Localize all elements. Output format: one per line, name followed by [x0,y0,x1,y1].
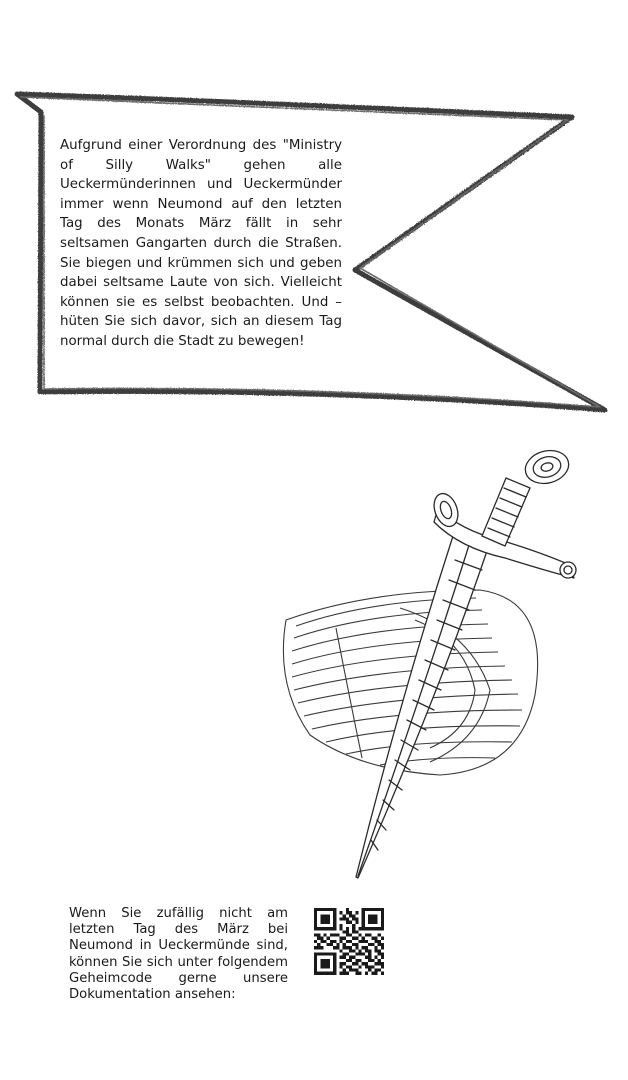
qr-module [381,953,384,956]
qr-module [359,965,362,968]
qr-module [327,972,330,975]
qr-module [333,914,336,917]
qr-module [314,956,317,959]
qr-module [368,953,371,956]
qr-module [327,943,330,946]
qr-module [320,965,323,968]
qr-module [362,908,365,911]
qr-module [362,924,365,927]
qr-module [355,962,358,965]
qr-module [333,965,336,968]
qr-module [352,914,355,917]
qr-module [371,972,374,975]
qr-module [343,972,346,975]
qr-module [374,914,377,917]
qr-module [317,908,320,911]
qr-module [355,921,358,924]
qr-module [374,927,377,930]
qr-module [362,953,365,956]
qr-module [355,930,358,933]
qr-module [320,937,323,940]
qr-module [365,946,368,949]
qr-module [333,911,336,914]
qr-module [333,908,336,911]
qr-module [346,972,349,975]
qr-module [368,943,371,946]
qr-module [324,962,327,965]
qr-module [378,953,381,956]
qr-module [343,930,346,933]
qr-module [365,965,368,968]
qr-module [324,972,327,975]
qr-module [327,921,330,924]
qr-module [317,946,320,949]
qr-module [336,933,339,936]
qr-module [365,940,368,943]
qr-module [359,959,362,962]
qr-module [324,953,327,956]
qr-module [352,949,355,952]
qr-module [320,953,323,956]
qr-module [346,911,349,914]
qr-module [378,933,381,936]
qr-module [339,965,342,968]
qr-module [349,956,352,959]
qr-module [371,943,374,946]
qr-module [362,918,365,921]
qr-module [365,956,368,959]
qr-module [371,908,374,911]
qr-module [339,956,342,959]
qr-module [333,968,336,971]
qr-module [330,972,333,975]
qr-module [365,972,368,975]
qr-module [330,940,333,943]
documentation-hint-text: Wenn Sie zufällig nicht am letzten Tag des März bei Neumond in Ueckermünde sind, können Sie sich unter folgendem Geheimcode gerne unsere Dokumentation ansehen: [69,906,288,1003]
qr-module [314,940,317,943]
qr-module [346,933,349,936]
qr-module [352,943,355,946]
qr-module [320,908,323,911]
qr-module [336,943,339,946]
qr-module [362,946,365,949]
qr-module [330,953,333,956]
qr-module [349,914,352,917]
qr-module [374,946,377,949]
qr-module [314,918,317,921]
qr-module [352,918,355,921]
qr-module [343,918,346,921]
qr-module [346,940,349,943]
qr-module [324,933,327,936]
qr-module [317,953,320,956]
qr-module [333,953,336,956]
qr-module [374,968,377,971]
qr-module [346,965,349,968]
qr-module [378,962,381,965]
qr-module [368,908,371,911]
qr-module [333,972,336,975]
qr-module [368,921,371,924]
qr-module [349,911,352,914]
qr-module [339,924,342,927]
qr-module [333,940,336,943]
qr-module [346,918,349,921]
qr-module [320,914,323,917]
qr-module [368,918,371,921]
qr-module [333,921,336,924]
qr-module [324,918,327,921]
qr-module [371,959,374,962]
qr-module [327,918,330,921]
qr-module [352,937,355,940]
qr-module [371,927,374,930]
qr-module [333,962,336,965]
qr-module [368,949,371,952]
qr-module [381,921,384,924]
qr-module [314,953,317,956]
qr-module [327,908,330,911]
qr-module [368,914,371,917]
qr-module [324,965,327,968]
qr-module [349,949,352,952]
qr-module [343,968,346,971]
qr-module [381,965,384,968]
qr-module [371,965,374,968]
qr-module [362,940,365,943]
qr-module [374,937,377,940]
sword-pommel [522,446,573,488]
qr-module [349,968,352,971]
qr-module [362,911,365,914]
qr-module [371,937,374,940]
qr-module [339,972,342,975]
qr-module [349,959,352,962]
qr-module [374,921,377,924]
qr-module [371,921,374,924]
qr-module [314,965,317,968]
qr-module [365,949,368,952]
qr-module [317,937,320,940]
qr-module [349,946,352,949]
sword-and-shield-drawing [250,440,590,885]
qr-module [343,943,346,946]
qr-module [378,927,381,930]
qr-module [365,927,368,930]
qr-module [349,933,352,936]
qr-module [330,927,333,930]
qr-module [355,937,358,940]
qr-module [365,908,368,911]
qr-module [314,924,317,927]
qr-module [381,937,384,940]
qr-module [343,937,346,940]
qr-module [333,927,336,930]
qr-module [374,908,377,911]
qr-module [362,921,365,924]
qr-module [381,924,384,927]
qr-module [381,946,384,949]
qr-module [320,927,323,930]
qr-module [355,972,358,975]
qr-module [362,914,365,917]
qr-module [346,930,349,933]
qr-module [381,943,384,946]
qr-module [352,962,355,965]
qr-module [371,918,374,921]
qr-module [327,927,330,930]
qr-module [355,918,358,921]
qr-module [314,962,317,965]
qr-module [324,908,327,911]
qr-module [346,927,349,930]
qr-module [346,946,349,949]
qr-module [381,956,384,959]
qr-module [352,924,355,927]
qr-module [349,965,352,968]
qr-module [346,953,349,956]
qr-module [359,949,362,952]
qr-module [324,921,327,924]
qr-module [368,968,371,971]
qr-module [317,943,320,946]
qr-module [352,930,355,933]
qr-module [327,914,330,917]
qr-module [362,927,365,930]
qr-module [352,968,355,971]
qr-module [339,940,342,943]
qr-module [333,924,336,927]
qr-module [374,918,377,921]
qr-module [330,933,333,936]
qr-module [317,972,320,975]
qr-module [330,908,333,911]
qr-module [339,911,342,914]
qr-module [327,959,330,962]
qr-module [314,959,317,962]
qr-module [324,940,327,943]
qr-module [327,953,330,956]
qr-module [314,927,317,930]
qr-module [314,908,317,911]
qr-module [320,972,323,975]
qr-module [381,914,384,917]
flag-notice-text: Aufgrund einer Verordnung des "Ministry of Silly Walks" gehen alle Ueckermünderinnen und Ueckermünder immer wenn Neumond auf den letzten Tag des Monats März fällt in sehr seltsamen Gangarten durch die Straßen. Sie biegen und krümmen sich und geben dabei seltsame Laute von sich. Vielleicht können sie es selbst beobachten. Und – hüten Sie sich davor, sich an diesem Tag normal durch die Stadt zu bewegen! [60,138,342,349]
qr-module [359,953,362,956]
qr-module [362,962,365,965]
qr-code[interactable] [314,908,384,978]
qr-module [374,949,377,952]
qr-module [339,937,342,940]
qr-module [378,959,381,962]
qr-module [381,908,384,911]
qr-module [327,965,330,968]
qr-module [355,953,358,956]
qr-module [355,968,358,971]
qr-module [359,927,362,930]
qr-module [368,927,371,930]
qr-module [336,946,339,949]
qr-module [333,956,336,959]
qr-module [378,940,381,943]
qr-module [374,962,377,965]
qr-module [339,962,342,965]
qr-module [333,959,336,962]
qr-module [317,933,320,936]
qr-module [320,946,323,949]
qr-module [355,943,358,946]
qr-module [314,921,317,924]
qr-module [359,972,362,975]
qr-module [327,962,330,965]
qr-module [343,962,346,965]
qr-module [371,914,374,917]
qr-module [346,921,349,924]
qr-module [374,956,377,959]
qr-module [374,940,377,943]
sword-drawing [356,446,576,878]
qr-module [352,956,355,959]
qr-module [368,965,371,968]
qr-module [320,921,323,924]
qr-module [314,911,317,914]
qr-module [381,918,384,921]
qr-module [324,959,327,962]
qr-module [333,946,336,949]
qr-module [320,940,323,943]
qr-module [368,959,371,962]
qr-module [314,972,317,975]
qr-module [346,959,349,962]
qr-module [359,940,362,943]
qr-module [365,933,368,936]
qr-module [349,921,352,924]
qr-module [314,946,317,949]
qr-module [339,927,342,930]
qr-module [314,933,317,936]
qr-module [330,943,333,946]
qr-module [378,949,381,952]
qr-module [320,959,323,962]
qr-module [339,918,342,921]
qr-module [378,968,381,971]
qr-module [317,927,320,930]
qr-module [324,914,327,917]
qr-module [355,911,358,914]
qr-module [343,914,346,917]
qr-module [381,927,384,930]
qr-module [362,937,365,940]
qr-module [378,908,381,911]
qr-module [343,946,346,949]
qr-module [333,933,336,936]
qr-module [368,956,371,959]
qr-module [314,914,317,917]
qr-module [346,908,349,911]
qr-module [327,937,330,940]
qr-module [368,933,371,936]
qr-module [381,962,384,965]
qr-module [339,949,342,952]
qr-module [352,927,355,930]
qr-module [378,943,381,946]
qr-module [355,959,358,962]
qr-module [343,956,346,959]
qr-module [343,953,346,956]
qr-module [374,972,377,975]
qr-module [324,927,327,930]
qr-module [365,962,368,965]
qr-module [359,933,362,936]
qr-module [314,968,317,971]
qr-module [333,918,336,921]
qr-module [381,911,384,914]
qr-module [320,962,323,965]
qr-module [381,972,384,975]
qr-module [349,940,352,943]
qr-module [355,946,358,949]
qr-module [320,918,323,921]
